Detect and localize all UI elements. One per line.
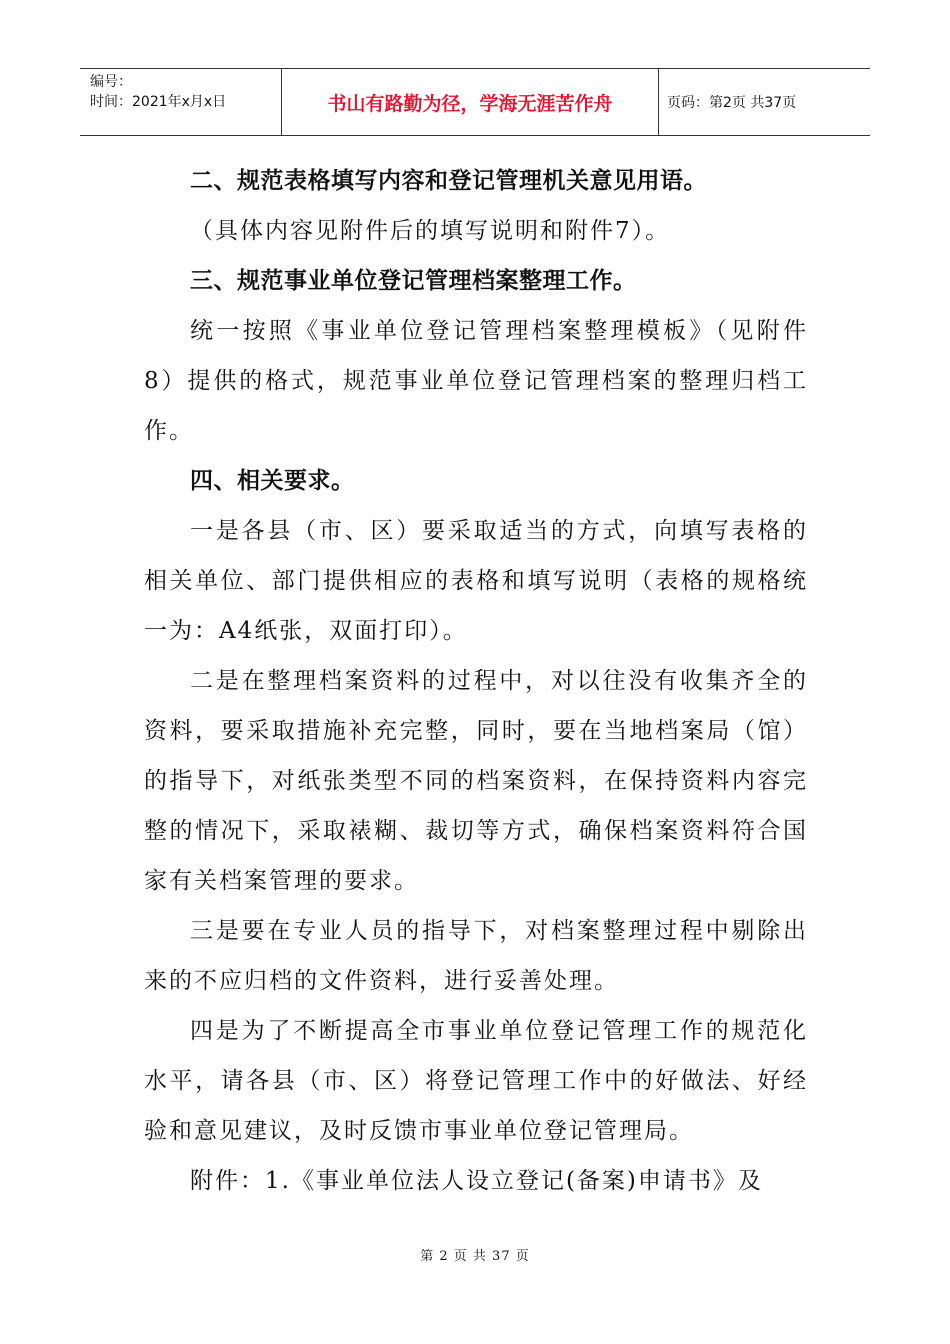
header-motto: 书山有路勤为径，学海无涯苦作舟 bbox=[282, 69, 659, 135]
paragraph: 统一按照《事业单位登记管理档案整理模板》（见附件8）提供的格式，规范事业单位登记管理档案的整理归档工作。 bbox=[144, 318, 808, 444]
section-heading-3: 三、规范事业单位登记管理档案整理工作。 bbox=[190, 267, 637, 294]
paragraph: 一是各县（市、区）要采取适当的方式，向填写表格的相关单位、部门提供相应的表格和填写说明（表格的规格统一为：A4纸张，双面打印）。 bbox=[144, 518, 808, 644]
paragraph: 四是为了不断提高全市事业单位登记管理工作的规范化水平，请各县（市、区）将登记管理工作中的好做法、好经验和意见建议，及时反馈市事业单位登记管理局。 bbox=[144, 1018, 808, 1144]
attachment-line: 附件：1.《事业单位法人设立登记(备案)申请书》及 bbox=[190, 1168, 763, 1194]
document-body bbox=[144, 156, 808, 1206]
page-footer: 第 2 页 共 37 页 bbox=[420, 1249, 530, 1264]
section-heading-4: 四、相关要求。 bbox=[190, 467, 355, 494]
paragraph: 二是在整理档案资料的过程中，对以往没有收集齐全的资料，要采取措施补充完整，同时，要在当地档案局（馆）的指导下，对纸张类型不同的档案资料，在保持资料内容完整的情况下，采取裱糊、裁切等方式，确保档案资料符合国家有关档案管理的要求。 bbox=[144, 668, 808, 894]
time-label: 时间：2021年x月x日 bbox=[90, 94, 227, 110]
page-header bbox=[80, 68, 870, 136]
number-label: 编号： bbox=[90, 74, 132, 90]
header-meta bbox=[80, 69, 282, 135]
header-page-info: 页码：第2页 共37页 bbox=[667, 95, 797, 111]
paragraph: 三是要在专业人员的指导下，对档案整理过程中剔除出来的不应归档的文件资料，进行妥善处理。 bbox=[144, 918, 808, 994]
paragraph: （具体内容见附件后的填写说明和附件7）。 bbox=[190, 218, 671, 244]
section-heading-2: 二、规范表格填写内容和登记管理机关意见用语。 bbox=[190, 167, 707, 194]
